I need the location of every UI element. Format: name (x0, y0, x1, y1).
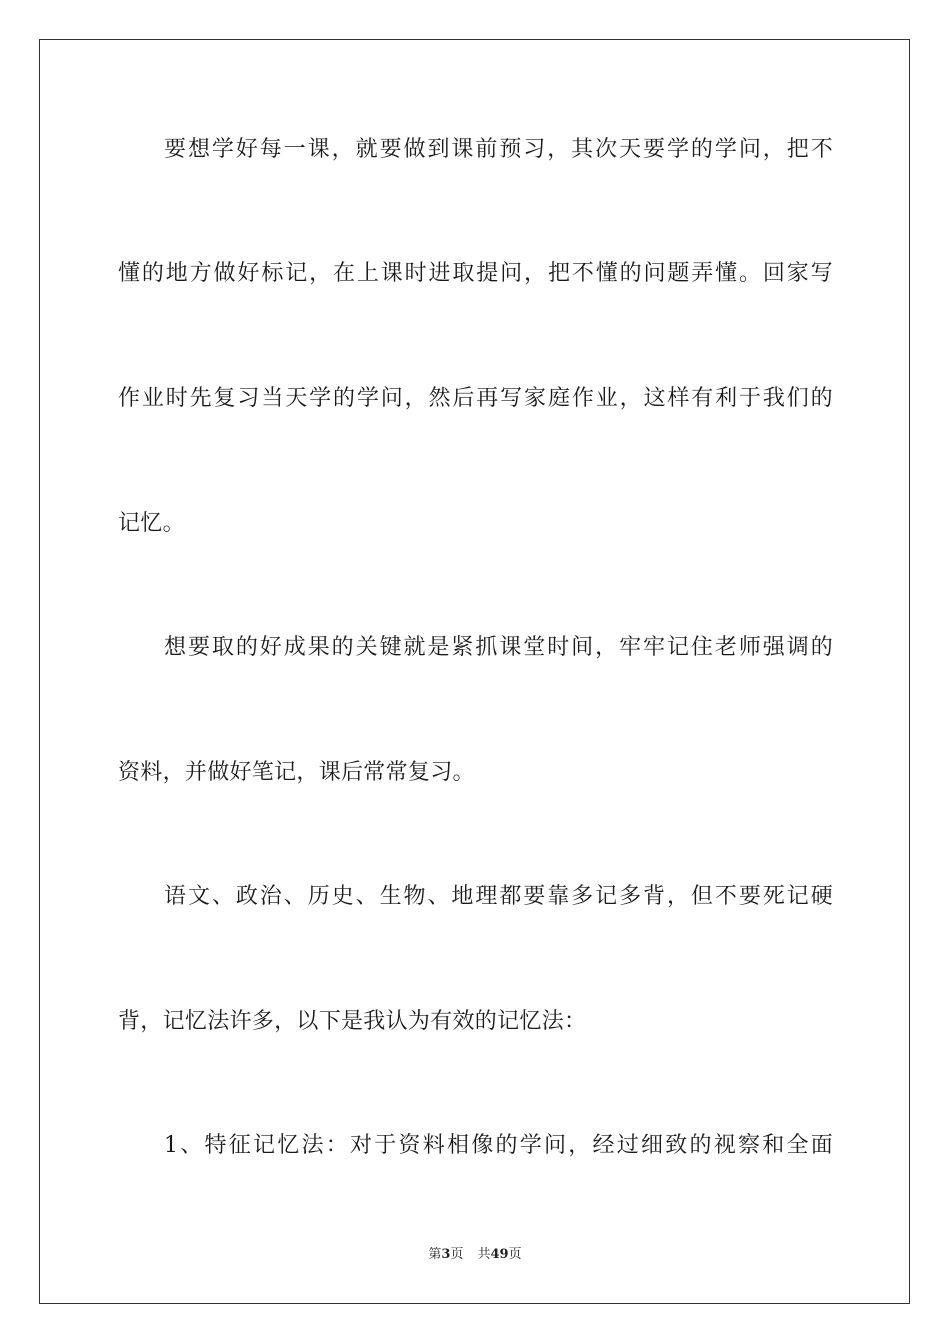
paragraph-line: 作业时先复习当天学的学问，然后再写家庭作业，这样有利于我们的 (118, 386, 833, 411)
footer-total-prefix: 共 (477, 1247, 491, 1262)
page-border (39, 39, 910, 1304)
paragraph-line: 背，记忆法许多，以下是我认为有效的记忆法： (118, 1009, 587, 1034)
total-page-count: 49 (490, 1247, 509, 1262)
paragraph-line: 资料，并做好笔记，课后常常复习。 (118, 760, 475, 785)
paragraph-line: 记忆。 (118, 511, 185, 536)
current-page-number: 3 (441, 1247, 451, 1262)
footer-page-prefix: 第 (428, 1247, 442, 1262)
footer-total-suffix: 页 (508, 1247, 522, 1262)
paragraph-line: 懂的地方做好标记，在上课时进取提问，把不懂的问题弄懂。回家写 (118, 261, 833, 286)
page-footer (0, 1246, 950, 1264)
paragraph-line: 想要取的好成果的关键就是紧抓课堂时间，牢牢记住老师强调的 (164, 635, 833, 660)
paragraph-line: 语文、政治、历史、生物、地理都要靠多记多背，但不要死记硬 (164, 884, 833, 909)
footer-page-suffix: 页 (450, 1247, 464, 1262)
paragraph-line: 要想学好每一课，就要做到课前预习，其次天要学的学问，把不 (164, 137, 833, 162)
paragraph-line: 1、特征记忆法：对于资料相像的学问，经过细致的视察和全面 (164, 1133, 833, 1158)
